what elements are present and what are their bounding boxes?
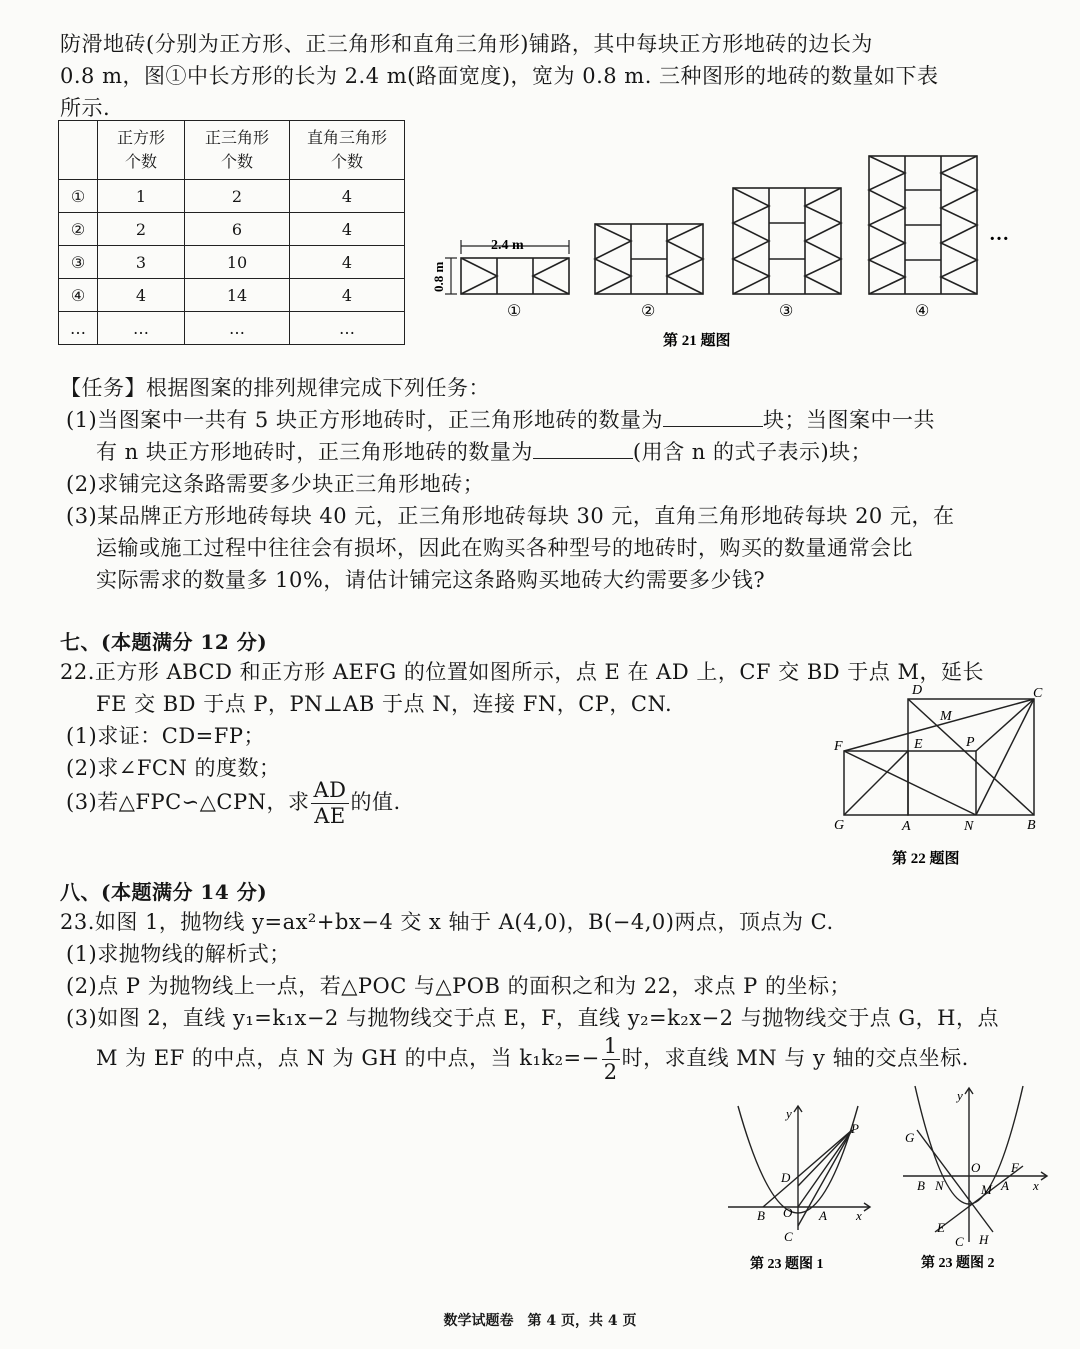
point-label-G: G bbox=[834, 818, 845, 833]
axis-label-x: x bbox=[856, 1208, 862, 1223]
point-label-F: F bbox=[834, 739, 843, 754]
intro-line-2: 0.8 m，图①中长方形的长为 2.4 m(路面宽度)，宽为 0.8 m. 三种图形的地砖的数量如下表 bbox=[60, 64, 939, 88]
answer-blank[interactable] bbox=[663, 408, 763, 427]
table-cell: 4 bbox=[290, 279, 405, 312]
figure-22-caption: 第 22 题图 bbox=[892, 851, 960, 867]
point-label-C: C bbox=[1033, 686, 1043, 701]
point-label-M: M bbox=[981, 1182, 992, 1197]
axis-label-y: y bbox=[957, 1088, 963, 1103]
fraction-one-half: $\frac{1}{2}$ bbox=[603, 1034, 618, 1084]
table-cell: 4 bbox=[290, 180, 405, 213]
point-label-G: G bbox=[905, 1130, 915, 1145]
pattern-label-2: ② bbox=[641, 303, 656, 320]
point-label-E: E bbox=[937, 1220, 945, 1235]
table-row bbox=[59, 246, 405, 279]
point-label-O: O bbox=[971, 1160, 981, 1175]
table-cell: ① bbox=[59, 180, 98, 213]
table-cell: … bbox=[290, 312, 405, 345]
pattern-label-3: ③ bbox=[779, 303, 794, 320]
point-label-P: P bbox=[851, 1121, 859, 1136]
task-q1-line1: (1)当图案中一共有 5 块正方形地砖时，正三角形地砖的数量为 块；当图案中一共 bbox=[66, 408, 935, 432]
pattern-label-4: ④ bbox=[915, 303, 930, 320]
table-row bbox=[59, 213, 405, 246]
axis-label-x: x bbox=[1033, 1178, 1039, 1193]
point-label-M: M bbox=[940, 709, 952, 724]
table-cell: 3 bbox=[98, 246, 185, 279]
table-cell: 2 bbox=[98, 213, 185, 246]
figure-21-caption: 第 21 题图 bbox=[663, 333, 731, 349]
task-title: 【任务】根据图案的排列规律完成下列任务： bbox=[60, 376, 490, 400]
q22-part1: (1)求证：CD=FP； bbox=[66, 724, 265, 748]
q22-part3: (3)若△FPC∽△CPN，求 $\frac{AD}{AE}$ 的值. bbox=[66, 778, 401, 828]
point-label-F: F bbox=[1011, 1160, 1019, 1175]
figure-23-1 bbox=[720, 1100, 880, 1275]
table-cell: ② bbox=[59, 213, 98, 246]
table-header-row bbox=[59, 121, 405, 180]
point-label-B: B bbox=[757, 1208, 765, 1223]
pattern-ellipsis: … bbox=[989, 223, 1009, 245]
table-cell: … bbox=[98, 312, 185, 345]
table-cell: 1 bbox=[98, 180, 185, 213]
q23-part2: (2)点 P 为抛物线上一点，若△POC 与△POB 的面积之和为 22，求点 P 的坐标； bbox=[66, 974, 851, 998]
tile-count-table bbox=[58, 120, 405, 345]
section-7-heading: 七、(本题满分 12 分) bbox=[60, 630, 268, 654]
header-right-triangle-count: 直角三角形 个数 bbox=[290, 121, 405, 180]
point-label-A: A bbox=[819, 1208, 827, 1223]
intro-line-3: 所示. bbox=[60, 96, 111, 120]
table-cell: 4 bbox=[290, 213, 405, 246]
point-label-P: P bbox=[966, 735, 975, 750]
answer-blank[interactable] bbox=[533, 440, 633, 459]
point-label-B: B bbox=[917, 1178, 925, 1193]
point-label-E: E bbox=[914, 737, 923, 752]
q23-part1: (1)求抛物线的解析式； bbox=[66, 942, 291, 966]
task-q3-line1: (3)某品牌正方形地砖每块 40 元，正三角形地砖每块 30 元，直角三角形地砖每块 20 元，在 bbox=[66, 504, 955, 528]
table-cell: ③ bbox=[59, 246, 98, 279]
table-row bbox=[59, 180, 405, 213]
point-label-D: D bbox=[912, 683, 923, 698]
table-cell: 4 bbox=[290, 246, 405, 279]
section-8-heading: 八、(本题满分 14 分) bbox=[60, 880, 268, 904]
task-q2: (2)求铺完这条路需要多少块正三角形地砖； bbox=[66, 472, 485, 496]
point-label-A: A bbox=[1001, 1178, 1009, 1193]
figure-22 bbox=[830, 680, 1050, 870]
point-label-N: N bbox=[964, 819, 974, 834]
q23-part3-line2: M 为 EF 的中点，点 N 为 GH 的中点，当 k₁k₂=− $\frac{1}{2}$ 时，求直线 MN 与 y 轴的交点坐标. bbox=[96, 1034, 969, 1084]
q22-line1: 22.正方形 ABCD 和正方形 AEFG 的位置如图所示，点 E 在 AD 上，CF 交 BD 于点 M，延长 bbox=[60, 660, 984, 684]
point-label-H: H bbox=[979, 1232, 989, 1247]
table-cell: … bbox=[59, 312, 98, 345]
point-label-C: C bbox=[955, 1234, 964, 1249]
point-label-A: A bbox=[902, 819, 911, 834]
q22-line2: FE 交 BD 于点 P，PN⊥AB 于点 N，连接 FN，CP，CN. bbox=[96, 692, 673, 716]
width-label: 2.4 m bbox=[491, 238, 524, 253]
task-q3-line2: 运输或施工过程中往往会有损坏，因此在购买各种型号的地砖时，购买的数量通常会比 bbox=[96, 536, 913, 560]
figure-23-2-caption: 第 23 题图 2 bbox=[921, 1256, 995, 1271]
intro-line-1: 防滑地砖(分别为正方形、正三角形和直角三角形)铺路，其中每块正方形地砖的边长为 bbox=[60, 32, 873, 56]
table-cell: 4 bbox=[98, 279, 185, 312]
q23-part3: (3)如图 2，直线 y₁=k₁x−2 与抛物线交于点 E，F，直线 y₂=k₂x−2 与抛物线交于点 G，H，点 bbox=[66, 1006, 999, 1030]
table-row bbox=[59, 279, 405, 312]
height-label: 0.8 m bbox=[431, 261, 446, 292]
point-label-D: D bbox=[781, 1170, 791, 1185]
table-cell: ④ bbox=[59, 279, 98, 312]
header-square-count: 正方形 个数 bbox=[98, 121, 185, 180]
table-cell: 2 bbox=[185, 180, 290, 213]
q23-line1: 23.如图 1，抛物线 y=ax²+bx−4 交 x 轴于 A(4,0)，B(−4,0)两点，顶点为 C. bbox=[60, 910, 834, 934]
table-cell: 10 bbox=[185, 246, 290, 279]
task-q3-line3: 实际需求的数量多 10%，请估计铺完这条路购买地砖大约需要多少钱? bbox=[96, 568, 766, 592]
point-label-N: N bbox=[935, 1178, 944, 1193]
table-cell: 6 bbox=[185, 213, 290, 246]
table-row bbox=[59, 312, 405, 345]
q22-part2: (2)求∠FCN 的度数； bbox=[66, 756, 281, 780]
table-cell: … bbox=[185, 312, 290, 345]
point-label-C: C bbox=[784, 1229, 793, 1244]
page-footer: 数学试题卷 第 4 页，共 4 页 bbox=[443, 1313, 637, 1329]
figure-23-1-caption: 第 23 题图 1 bbox=[750, 1257, 824, 1272]
pattern-label-1: ① bbox=[507, 303, 522, 320]
point-label-O: O bbox=[783, 1205, 793, 1220]
table-cell: 14 bbox=[185, 279, 290, 312]
axis-label-y: y bbox=[786, 1106, 792, 1121]
fraction-ad-ae: $\frac{AD}{AE}$ bbox=[313, 778, 347, 828]
point-label-B: B bbox=[1027, 818, 1036, 833]
figure-23-2 bbox=[895, 1082, 1055, 1275]
task-q1-line2: 有 n 块正方形地砖时，正三角形地砖的数量为 (用含 n 的式子表示)块； bbox=[96, 440, 873, 464]
figure-21 bbox=[425, 150, 1025, 360]
header-equilateral-count: 正三角形 个数 bbox=[185, 121, 290, 180]
